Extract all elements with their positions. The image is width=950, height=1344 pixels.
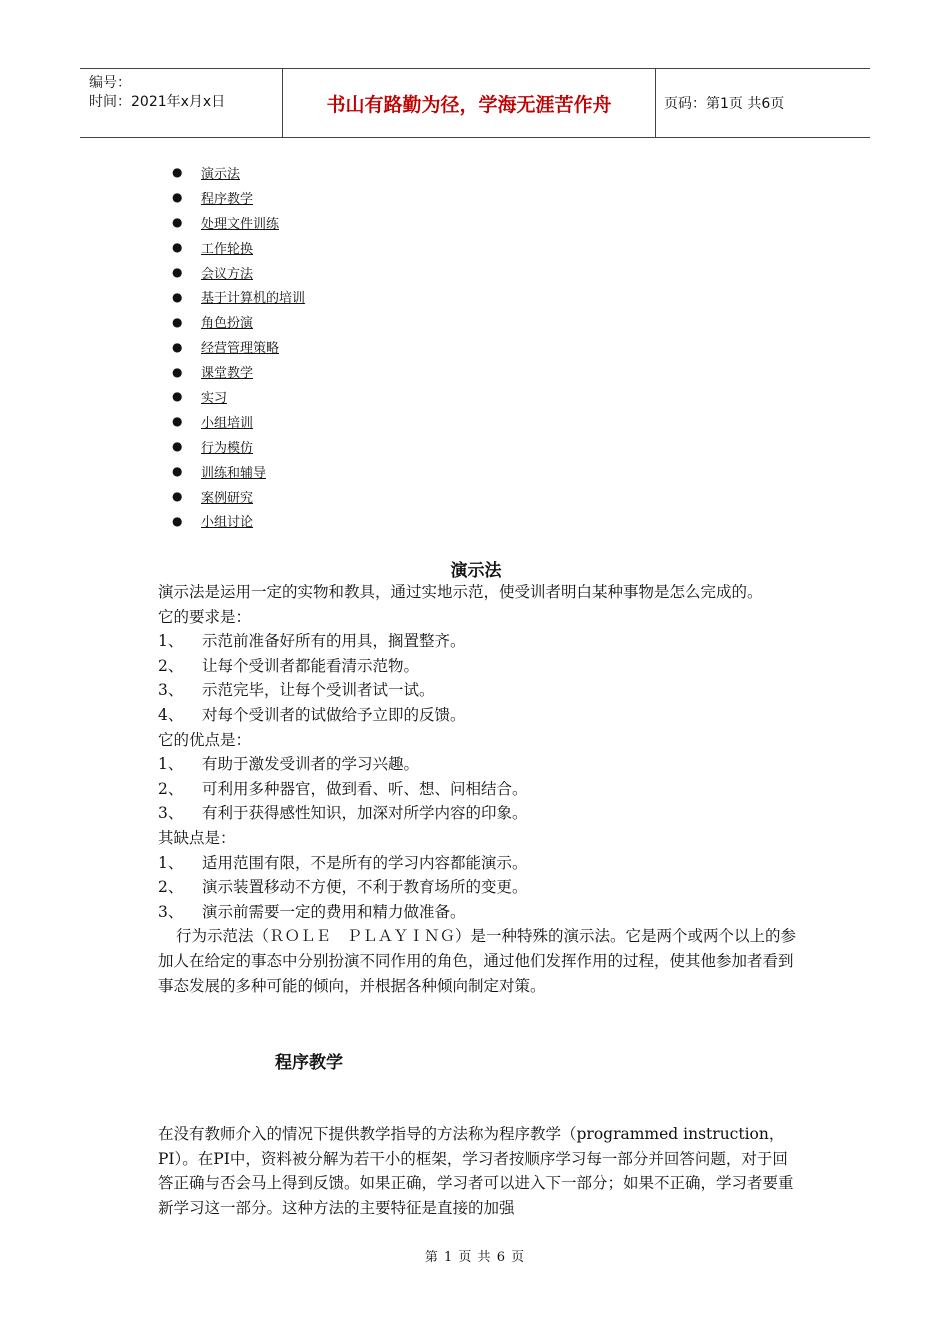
role-play-paragraph: 行为示范法（ＲＯＬＥ ＰＬＡＹＩＮＧ）是一种特殊的演示法。它是两个或两个以上的参加人在给定的事态中分别扮演不同作用的角色，通过他们发挥作用的过程，使其他参加者看到事态发展的多种可能的倾向，并根据各种倾向制定对策。 <box>158 927 797 995</box>
toc-item <box>172 185 305 210</box>
list-number: 1、 <box>158 853 184 872</box>
bullet-icon: ● <box>172 439 183 454</box>
list-text: 可利用多种器官，做到看、听、想、问相结合。 <box>202 779 528 798</box>
page-label: 页码：第1页 共6页 <box>664 96 785 112</box>
list-number: 3、 <box>158 681 184 700</box>
toc-item <box>172 334 305 359</box>
list-item <box>158 777 798 802</box>
bullet-icon: ● <box>172 464 183 479</box>
toc-item <box>172 284 305 309</box>
intro-paragraph: 演示法是运用一定的实物和教具，通过实地示范，使受训者明白某种事物是怎么完成的。 <box>158 583 763 601</box>
toc-item <box>172 359 305 384</box>
list-item <box>158 654 798 679</box>
toc-link[interactable]: 经营管理策略 <box>201 341 280 357</box>
bullet-icon: ● <box>172 265 183 279</box>
list-number: 3、 <box>158 804 184 823</box>
bullet-icon: ● <box>172 314 183 329</box>
bullet-icon: ● <box>172 215 183 230</box>
list-text: 示范完毕，让每个受训者试一试。 <box>202 681 435 700</box>
list-item <box>158 629 798 654</box>
list-item <box>158 678 798 703</box>
toc-link[interactable]: 工作轮换 <box>201 241 254 257</box>
list-text: 适用范围有限，不是所有的学习内容都能演示。 <box>202 853 528 872</box>
section-title-programmed: 程序教学 <box>275 1053 343 1073</box>
list-item <box>158 801 798 826</box>
bullet-icon: ● <box>172 414 183 429</box>
toc-item <box>172 508 305 533</box>
list-number: 2、 <box>158 656 184 675</box>
toc-link[interactable]: 程序教学 <box>201 191 254 207</box>
list-number: 4、 <box>158 705 184 724</box>
toc-item <box>172 160 305 185</box>
toc-link[interactable]: 小组讨论 <box>201 515 254 531</box>
programmed-paragraph: 在没有教师介入的情况下提供教学指导的方法称为程序教学（programmed instruction，PI）。在PI中，资料被分解为若干小的框架，学习者按顺序学习每一部分并回答问题，对于回答正确与否会马上得到反馈。如果正确，学习者可以进入下一部分；如果不正确，学习者要重新学习这一部分。这种方法的主要特征是直接的加强 <box>158 1125 794 1217</box>
toc-link[interactable]: 角色扮演 <box>201 316 254 332</box>
bullet-icon: ● <box>172 339 183 354</box>
toc-link[interactable]: 课堂教学 <box>201 366 254 382</box>
list-number: 3、 <box>158 902 184 921</box>
list-text: 让每个受训者都能看清示范物。 <box>202 656 420 675</box>
toc-item <box>172 210 305 235</box>
toc-item <box>172 260 305 285</box>
toc-link[interactable]: 案例研究 <box>201 490 254 506</box>
toc-link[interactable]: 小组培训 <box>201 415 254 431</box>
toc-link[interactable]: 训练和辅导 <box>201 465 267 481</box>
bullet-icon: ● <box>172 190 183 205</box>
page-header <box>80 68 870 138</box>
time-label: 时间：2021年x月x日 <box>89 94 226 110</box>
adv-label: 它的优点是： <box>158 730 252 749</box>
bullet-icon: ● <box>172 489 183 504</box>
toc-item <box>172 484 305 509</box>
toc-item <box>172 459 305 484</box>
toc-item <box>172 235 305 260</box>
bullet-icon: ● <box>172 165 183 180</box>
header-left-cell <box>80 69 282 137</box>
bullet-icon: ● <box>172 389 183 404</box>
toc-link[interactable]: 处理文件训练 <box>201 216 280 232</box>
bullet-icon: ● <box>172 240 183 255</box>
list-text: 演示装置移动不方便，不利于教育场所的变更。 <box>202 878 528 897</box>
list-text: 演示前需要一定的费用和精力做准备。 <box>202 902 466 921</box>
toc-link[interactable]: 基于计算机的培训 <box>201 291 306 307</box>
list-number: 1、 <box>158 632 184 651</box>
dis-label: 其缺点是： <box>158 828 236 847</box>
list-text: 有助于激发受训者的学习兴趣。 <box>202 755 420 774</box>
list-number: 2、 <box>158 779 184 798</box>
section-demo-body <box>158 580 798 998</box>
list-number: 1、 <box>158 755 184 774</box>
toc-item <box>172 434 305 459</box>
list-number: 2、 <box>158 878 184 897</box>
toc-item <box>172 409 305 434</box>
list-item <box>158 851 798 876</box>
req-label: 它的要求是： <box>158 607 252 626</box>
section-title-demo: 演示法 <box>450 561 502 581</box>
requirements-list <box>158 629 798 727</box>
toc-link[interactable]: 会议方法 <box>201 266 254 282</box>
toc-item <box>172 309 305 334</box>
advantages-list <box>158 752 798 826</box>
list-item <box>158 703 798 728</box>
number-label: 编号： <box>89 75 131 91</box>
list-text: 示范前准备好所有的用具，搁置整齐。 <box>202 632 466 651</box>
bullet-icon: ● <box>172 513 183 528</box>
list-item <box>158 875 798 900</box>
bullet-icon: ● <box>172 364 183 379</box>
list-text: 对每个受训者的试做给予立即的反馈。 <box>202 705 466 724</box>
toc-link[interactable]: 实习 <box>201 390 228 406</box>
toc-link[interactable]: 行为模仿 <box>201 440 254 456</box>
list-text: 有利于获得感性知识，加深对所学内容的印象。 <box>202 804 528 823</box>
bullet-icon: ● <box>172 289 183 304</box>
toc-item <box>172 384 305 409</box>
motto: 书山有路勤为径，学海无涯苦作舟 <box>282 69 656 137</box>
list-item <box>158 900 798 925</box>
toc-list <box>172 160 305 533</box>
list-item <box>158 752 798 777</box>
disadvantages-list <box>158 851 798 925</box>
page-footer: 第 1 页 共 6 页 <box>424 1250 526 1265</box>
toc-link[interactable]: 演示法 <box>201 166 241 182</box>
section-programmed-body <box>158 1122 798 1220</box>
